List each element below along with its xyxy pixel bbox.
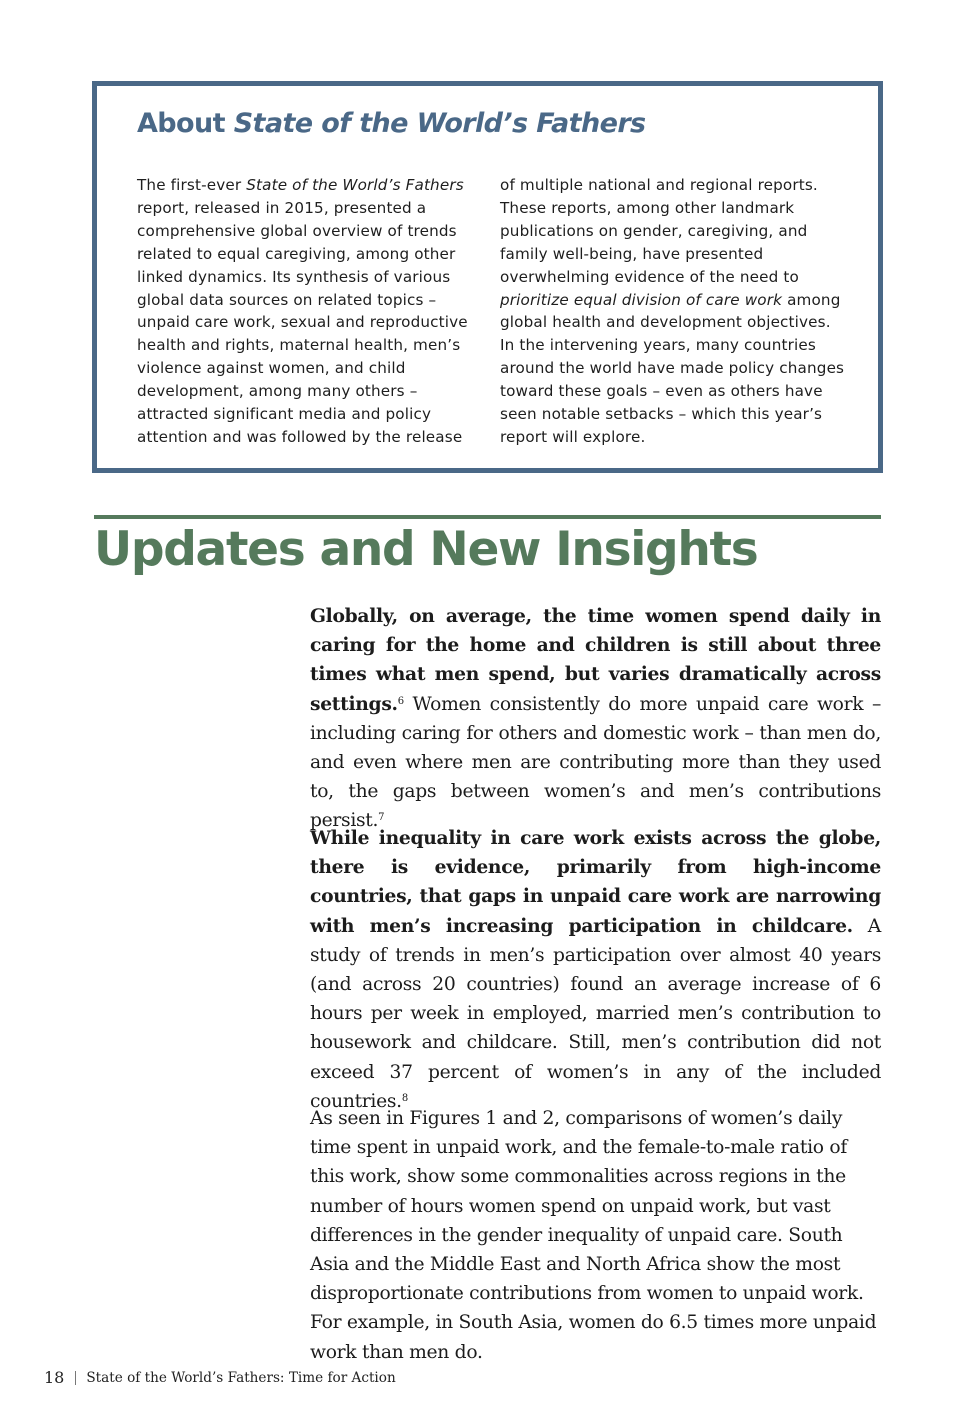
about-left-intro-italic: State of the World’s Fathers <box>246 176 464 194</box>
about-right-text-after: among global health and development objectives. In the intervening years, many countries around the world have made policy changes toward these goals – even as others have seen notable setbacks – which this year’s report will explore. <box>500 290 845 446</box>
about-title <box>137 108 646 139</box>
paragraph-3: As seen in Figures 1 and 2, comparisons of women’s daily time spent in unpaid work, and the female-to-male ratio of this work, show some commonalities across regions in the number of hours women spend on unpaid work, but vast differences in the gender inequality of unpaid care. South Asia and the Middle East and North Africa show the most disproportionate contributions from women to unpaid work. For example, in South Asia, women do 6.5 times more unpaid work than men do. <box>310 1108 877 1363</box>
footnote-ref-7: 7 <box>378 812 385 824</box>
page-footer <box>44 1368 396 1387</box>
footer-separator <box>75 1371 76 1385</box>
section-divider <box>94 515 881 519</box>
about-box <box>92 81 883 473</box>
paragraph-1-lead: Globally, on average, the time women spend daily in caring for the home and children is still about three times what men spend, but varies dramatically across settings. <box>310 605 881 715</box>
about-right-text-before: of multiple national and regional reports. These reports, among other landmark publications on gender, caregiving, and family well-being, have presented overwhelming evidence of the need to <box>500 176 818 286</box>
about-title-prefix: About <box>137 108 234 139</box>
about-title-italic: State of the World’s Fathers <box>233 108 646 139</box>
page-number: 18 <box>44 1368 65 1387</box>
paragraph-1-text: Women consistently do more unpaid care work – including caring for others and domestic work – than men do, and even where men are contributing more than they used to, the gaps between women’s and men’s contributions persist. <box>310 693 881 832</box>
about-right-italic: prioritize equal division of care work <box>500 290 783 309</box>
paragraph-1 <box>310 602 881 836</box>
section-title: Updates and New Insights <box>94 522 758 577</box>
footnote-ref-6: 6 <box>397 695 404 707</box>
paragraph-2-text: A study of trends in men’s participation over almost 40 years (and across 20 countries) found an average increase of 6 hours per week in employed, married men’s contribution to housework and childcare. Still, men’s contribution did not exceed 37 percent of women’s in any of the included countries. <box>310 915 881 1112</box>
about-left-text: report, released in 2015, presented a comprehensive global overview of trends related to equal caregiving, among other linked dynamics. Its synthesis of various global data sources on related topics – unpaid care work, sexual and reproductive health and rights, maternal health, men’s violence against women, and child development, among many others – attracted significant media and policy attention and was followed by the release <box>137 198 468 446</box>
footnote-ref-8: 8 <box>401 1092 408 1104</box>
paragraph-2-lead: While inequality in care work exists across the globe, there is evidence, primarily from high-income countries, that gaps in unpaid care work are narrowing with men’s increasing participation in childcare. <box>310 827 881 937</box>
about-left-intro: The first-ever <box>137 176 247 194</box>
paragraph-2 <box>310 824 881 1116</box>
footer-title: State of the World’s Fathers: Time for Action <box>86 1369 396 1386</box>
about-left-column <box>137 174 487 449</box>
about-right-column <box>500 174 845 449</box>
